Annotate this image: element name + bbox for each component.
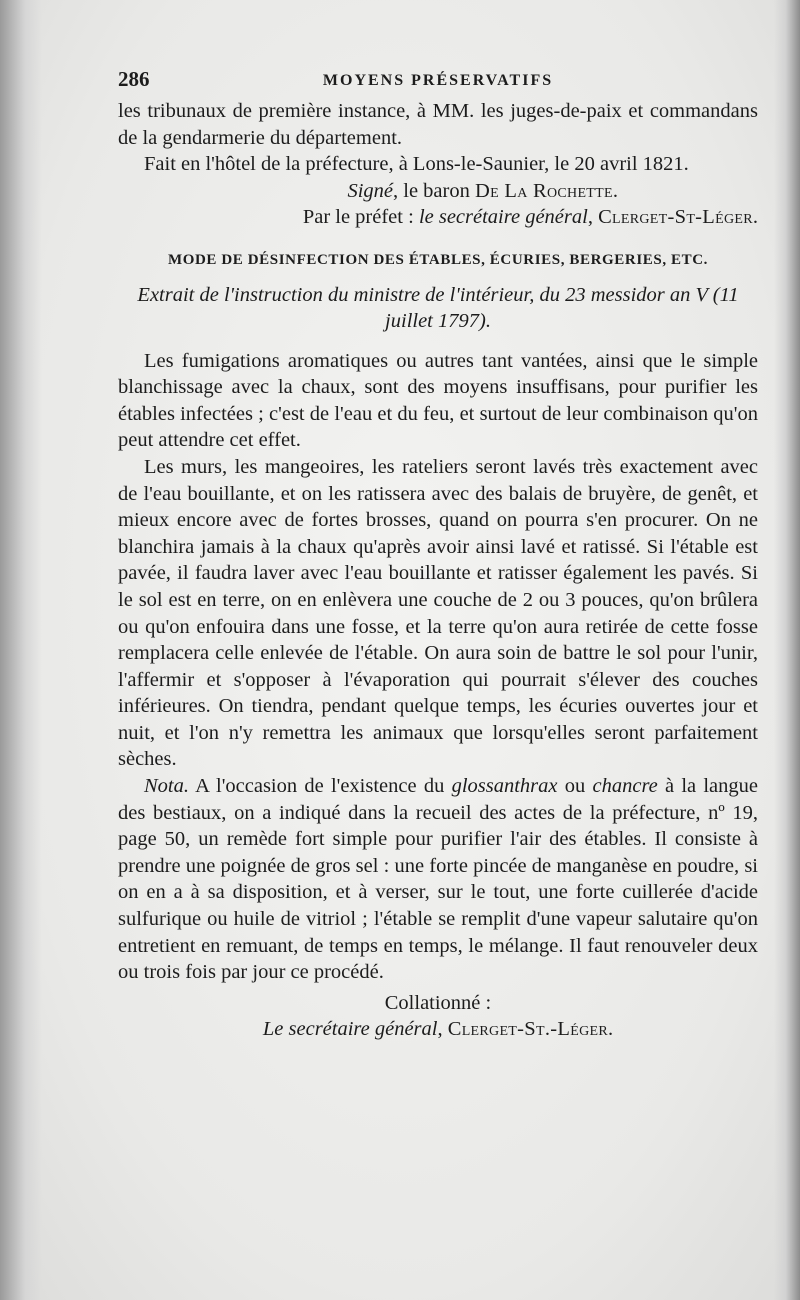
body-paragraph-2: Les murs, les mangeoires, les rateliers seront lavés très exactement avec de l'eau bouillante, et on les ratissera avec des balais de bruyère, de genêt, et mieux encore avec de fortes brosses, quand on pourra s'en procurer. On ne blanchira jamais à la chaux qu'après avoir ainsi lavé et ratissé. Si l'étable est pavée, il faudra laver avec l'eau bouillante et ratisser également les pavés. Si le sol est en terre, on en enlèvera une couche de 2 ou 3 pouces, qu'on brûlera ou qu'on enfouira dans une fosse, et la terre qu'on aura retirée de cette fosse remplacera celle enlevée de l'étable. On aura soin de battre le sol pour l'unir, l'affermir et s'opposer à l'évaporation qui pourrait s'élever des couches inférieures. On tiendra, pendant quelque temps, les écuries ouvertes jour et nuit, et l'on n'y remettra les animaux que lorsqu'elles seront parfaitement sèches. <box>118 455 758 771</box>
signe-end: . <box>612 179 618 202</box>
page-text-block <box>118 66 758 1043</box>
par-end: . <box>752 206 758 229</box>
nota-text-c: à la langue des bestiaux, on a indiqué dans la recueil des actes de la préfecture, nº 19, page 50, un remède fort simple pour purifier l'air des étables. Il consiste à prendre une poignée de gros sel : une forte pincée de manganèse en poudre, si on en a à sa disposition, et à verser, sur le tout, une forte cuillerée d'acide sulfurique ou huile de vitriol ; l'étable se remplit d'une vapeur salutaire qu'on entretient en remuant, de temps en temps, le mélange. Il faut renouveler deux ou trois fois par jour ce procédé. <box>118 775 759 984</box>
closing-end: . <box>607 1018 614 1041</box>
signe-name: De La Rochette <box>474 179 613 202</box>
signe-word: Signé <box>347 179 393 202</box>
par-title: le secrétaire général <box>418 206 588 229</box>
intro-par-le-prefet <box>118 204 758 231</box>
par-name: Clerget-St-Léger <box>598 206 753 229</box>
body-paragraph-1: Les fumigations aromatiques ou autres tant vantées, ainsi que le simple blanchissage avec la chaux, sont des moyens insuffisans, pour purifier les étables infectées ; c'est de l'eau et du feu, et surtout de leur combinaison qu'on peut attendre cet effet. <box>118 349 758 452</box>
nota-label: Nota. <box>144 775 189 798</box>
section-title: MODE DE DÉSINFECTION DES ÉTABLES, ÉCURIES, BERGERIES, ETC. <box>167 251 709 268</box>
intro-fait: Fait en l'hôtel de la préfecture, à Lons-le-Saunier, le 20 avril 1821. <box>144 153 689 176</box>
page-edge-shadow <box>774 0 800 1300</box>
par-prefix: Par le préfet : <box>302 206 419 229</box>
page-number: 286 <box>118 67 150 91</box>
closing-sep: , <box>437 1018 448 1041</box>
nota-term-glossanthrax: glossanthrax <box>451 775 558 798</box>
page-gutter-shadow <box>0 0 42 1300</box>
nota-term-chancre: chancre <box>592 775 658 798</box>
collationne: Collationné : <box>384 991 492 1014</box>
section-extract: Extrait de l'instruction du ministre de l'intérieur, du 23 messidor an V (11 juillet 1797). <box>137 283 739 332</box>
signe-rest: , le baron <box>393 179 475 202</box>
par-sep: , <box>587 206 599 229</box>
nota-paragraph <box>118 773 758 986</box>
nota-text-a: A l'occasion de l'existence du <box>189 775 452 798</box>
running-title: MOYENS PRÉSERVATIFS <box>322 72 554 89</box>
nota-text-b: ou <box>557 775 593 798</box>
intro-continuation: les tribunaux de première instance, à MM. les juges-de-paix et commandans de la gendarmerie du département. <box>118 100 758 149</box>
closing-title: Le secrétaire général <box>262 1018 438 1041</box>
closing-name: Clerget-St.-Léger <box>447 1018 608 1041</box>
intro-signature <box>118 178 758 205</box>
closing-signature <box>118 1016 758 1043</box>
page-header <box>118 66 758 98</box>
